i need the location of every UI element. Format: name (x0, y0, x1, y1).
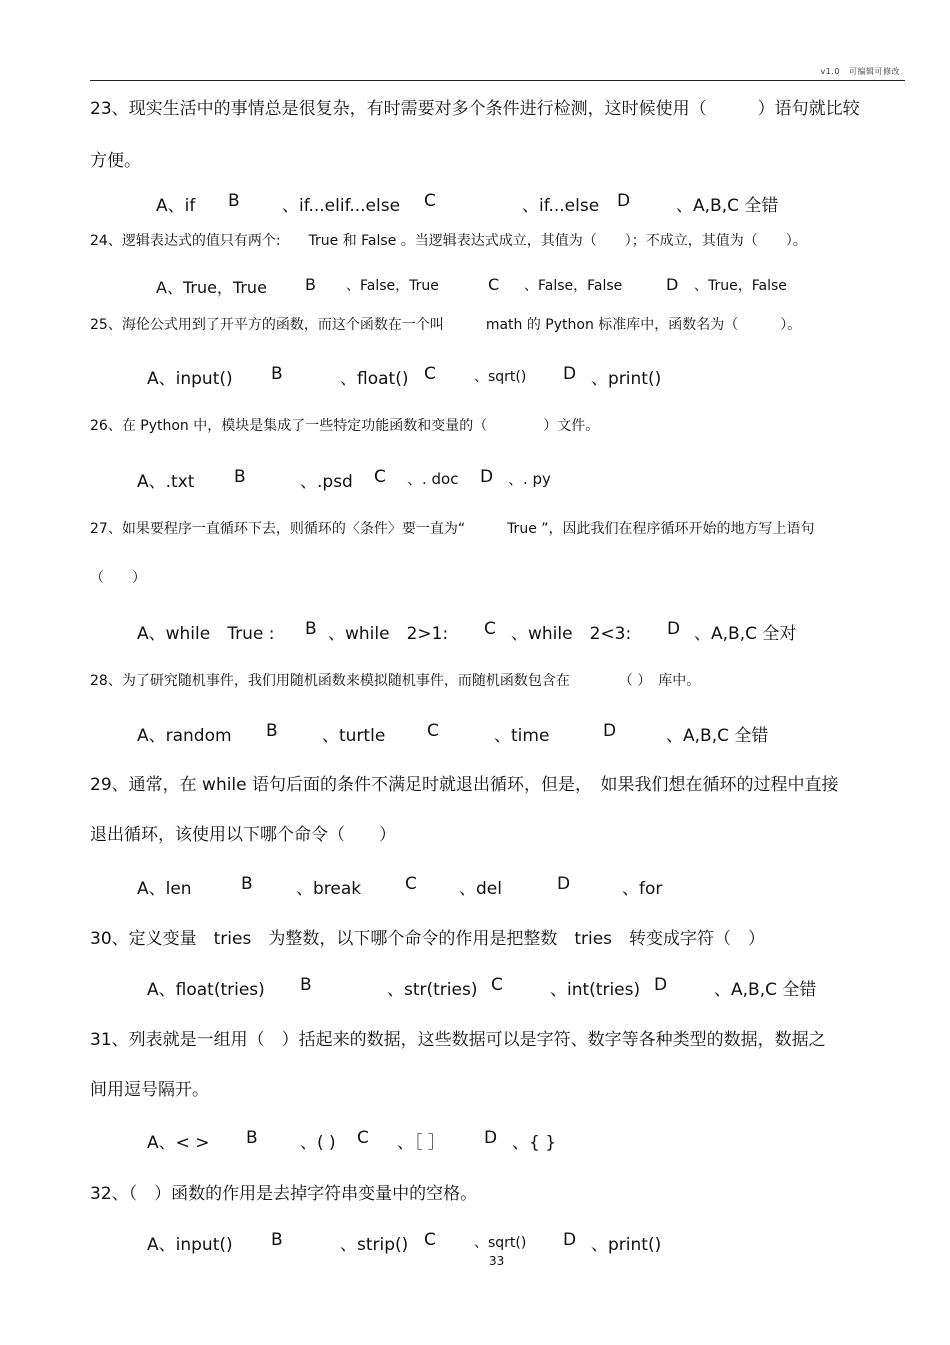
option-a: A、float(tries) (147, 980, 265, 1000)
option-c-letter: C (424, 1230, 436, 1250)
option-d-letter: D (603, 721, 617, 741)
option-c-letter: C (488, 275, 500, 294)
question-27: 27、如果要程序一直循环下去，则循环的〈条件〉要一直为“ True ”，因此我们在程序循环开始的地方写上语句 (90, 521, 815, 537)
option-a: A、True，True (156, 278, 267, 297)
option-b-letter: B (234, 467, 246, 487)
option-c-letter: C (357, 1128, 369, 1148)
option-c: 、sqrt() (474, 1235, 527, 1251)
option-d: 、print() (591, 369, 662, 389)
question-23: 23、现实生活中的事情总是很复杂，有时需要对多个条件进行检测，这时候使用（ ）语句就比较 (90, 99, 860, 119)
option-d: 、for (622, 879, 663, 899)
option-d: 、A,B,C 全对 (694, 624, 797, 644)
page-number: 33 (489, 1254, 505, 1268)
option-d: 、A,B,C 全错 (714, 980, 817, 1000)
option-d-letter: D (654, 975, 668, 995)
option-d-letter: D (563, 1230, 577, 1250)
option-b: 、.psd (300, 472, 353, 492)
option-b: 、str(tries) (387, 980, 478, 1000)
option-d: 、True，False (694, 278, 787, 294)
option-c-letter: C (424, 364, 436, 384)
header-rule (90, 80, 905, 81)
option-d-letter: D (557, 874, 571, 894)
option-c: 、if...else (522, 196, 600, 216)
option-c-letter: C (484, 619, 496, 639)
option-b-letter: B (271, 1230, 283, 1250)
option-d-letter: D (484, 1128, 498, 1148)
option-b: 、False，True (346, 278, 439, 294)
option-b: 、float() (340, 369, 409, 389)
option-d-letter: D (667, 619, 681, 639)
option-c: 、int(tries) (550, 980, 641, 1000)
option-d: 、A,B,C 全错 (666, 726, 769, 746)
version-label: v1.0 (820, 67, 840, 76)
option-c: 、［ ］ (397, 1133, 445, 1153)
option-b-letter: B (228, 191, 240, 211)
question-30: 30、定义变量 tries 为整数，以下哪个命令的作用是把整数 tries 转变成字符（ ） (90, 929, 766, 949)
question-31-cont: 间用逗号隔开。 (90, 1080, 209, 1100)
option-a: A、input() (147, 369, 233, 389)
option-c: 、del (459, 879, 502, 899)
question-24: 24、逻辑表达式的值只有两个: True 和 False 。当逻辑表达式成立，其值为（ ）；不成立，其值为（ ）。 (90, 233, 807, 249)
question-26: 26、在 Python 中，模块是集成了一些特定功能函数和变量的（ ）文件。 (90, 418, 600, 434)
option-d: 、{ } (512, 1133, 557, 1153)
option-b: 、if...elif...else (282, 196, 401, 216)
option-d-letter: D (617, 191, 631, 211)
option-d-letter: D (480, 467, 494, 487)
question-29-cont: 退出循环，该使用以下哪个命令（ ） (90, 825, 396, 845)
option-b: 、( ) (300, 1133, 336, 1153)
option-c: 、False，False (524, 278, 623, 294)
option-b: 、turtle (322, 726, 386, 746)
option-b-letter: B (305, 619, 317, 639)
option-b-letter: B (241, 874, 253, 894)
option-b-letter: B (305, 275, 316, 294)
question-31: 31、列表就是一组用（ ）括起来的数据，这些数据可以是字符、数字等各种类型的数据，数据之 (90, 1030, 826, 1050)
option-c: 、while 2<3: (511, 624, 632, 644)
question-27-cont: （ ） (90, 570, 146, 586)
option-b: 、break (296, 879, 362, 899)
option-a: A、while True : (137, 624, 275, 644)
option-c-letter: C (374, 467, 386, 487)
option-d: 、A,B,C 全错 (676, 196, 779, 216)
option-c: 、. doc (407, 470, 459, 488)
option-b-letter: B (271, 364, 283, 384)
option-a: A、.txt (137, 472, 195, 492)
option-a: A、if (156, 196, 196, 216)
question-28: 28、为了研究随机事件，我们用随机函数来模拟随机事件，而随机函数包含在 （ ） 库中。 (90, 673, 701, 689)
page-header (814, 66, 900, 77)
question-32: 32、（ ）函数的作用是去掉字符串变量中的空格。 (90, 1184, 478, 1204)
option-b-letter: B (266, 721, 278, 741)
question-23-cont: 方便。 (90, 151, 141, 171)
question-29: 29、通常，在 while 语句后面的条件不满足时就退出循环，但是， 如果我们想在循环的过程中直接 (90, 775, 839, 795)
option-c-letter: C (424, 191, 436, 211)
option-d-letter: D (666, 275, 679, 294)
option-a: A、len (137, 879, 192, 899)
option-c-letter: C (427, 721, 439, 741)
option-d: 、print() (591, 1235, 662, 1255)
option-c: 、sqrt() (474, 369, 527, 385)
question-25: 25、海伦公式用到了开平方的函数，而这个函数在一个叫 math 的 Python 标准库中，函数名为（ ）。 (90, 317, 802, 333)
option-b: 、strip() (340, 1235, 409, 1255)
header-note: 可编辑可修改 (849, 67, 900, 76)
option-a: A、< > (147, 1133, 210, 1153)
option-b-letter: B (246, 1128, 258, 1148)
option-c-letter: C (405, 874, 417, 894)
option-b-letter: B (300, 975, 312, 995)
option-d-letter: D (563, 364, 577, 384)
option-b: 、while 2>1: (328, 624, 449, 644)
option-c: 、time (494, 726, 550, 746)
option-a: A、input() (147, 1235, 233, 1255)
option-d: 、. py (508, 470, 551, 488)
option-c-letter: C (491, 975, 503, 995)
option-a: A、random (137, 726, 232, 746)
